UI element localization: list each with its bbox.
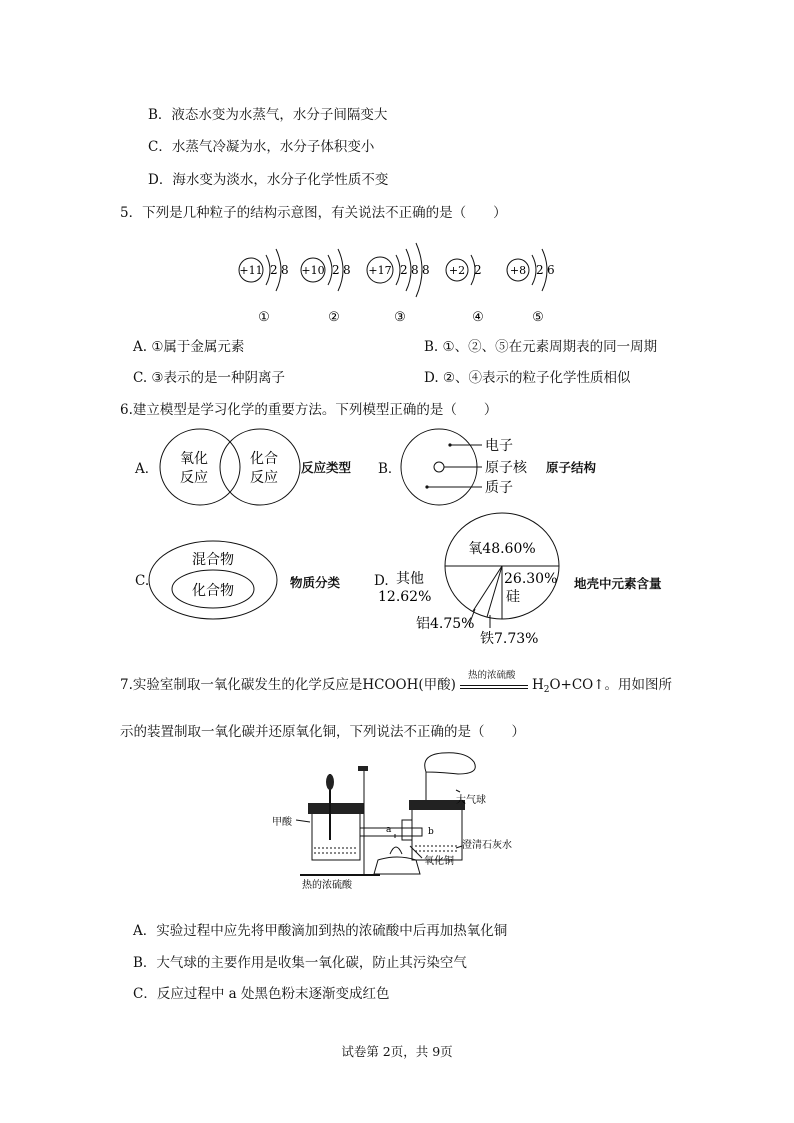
q5-option-c: C. ③表示的是一种阴离子 <box>133 370 286 386</box>
q6-a-venn-diagram <box>158 425 303 510</box>
q4-option-c: C．水蒸气冷凝为水，水分子体积变小 <box>148 139 375 155</box>
particle-2-nucleus: +10 <box>301 264 325 277</box>
particle-3-shell-3: 8 <box>422 263 430 277</box>
particle-5-shell-2: 6 <box>547 263 555 277</box>
particle-2-shell-1: 2 <box>332 263 340 277</box>
q7-h: H <box>531 677 544 693</box>
q6-a-caption: 反应类型 <box>301 460 352 475</box>
q6-b-atom-diagram <box>398 425 543 510</box>
q5-option-b: B. ①、②、⑤在元素周期表的同一周期 <box>424 339 658 355</box>
q6-stem: 6.建立模型是学习化学的重要方法。下列模型正确的是（ ） <box>120 402 498 418</box>
q6-d-caption: 地壳中元素含量 <box>574 576 662 591</box>
q6-d-letter: D. <box>374 573 389 589</box>
q6-b-letter: B． <box>378 461 402 477</box>
q7-label-b: b <box>428 827 434 837</box>
q7-label-copper-oxide: 氧化铜 <box>424 856 454 867</box>
q7-condition-text: 热的浓硫酸 <box>467 670 516 681</box>
q6-b-electron: 电子 <box>485 438 513 454</box>
q7-subscript-2: 2 <box>543 685 550 695</box>
particle-1 <box>239 249 289 325</box>
particle-5-nucleus: +8 <box>509 264 527 277</box>
q6-b-proton: 质子 <box>485 480 513 496</box>
q6-c-outer-label: 混合物 <box>192 552 234 568</box>
particle-3-label: ③ <box>394 310 406 325</box>
q7-condition-line <box>460 685 528 686</box>
q6-c-caption: 物质分类 <box>290 575 341 590</box>
particle-4-label: ④ <box>472 310 484 325</box>
q7-apparatus-diagram <box>270 750 560 895</box>
q6-a-letter: A． <box>135 461 159 477</box>
q5-particle-diagrams <box>220 228 600 328</box>
page-footer: 试卷第 2页，共 9页 <box>341 1044 453 1059</box>
q4-option-d: D．海水变为淡水，水分子化学性质不变 <box>148 172 389 188</box>
q7-condition-line-2 <box>460 688 528 689</box>
particle-2 <box>301 249 351 325</box>
q6-d-other-label: 其他 <box>396 571 424 587</box>
q7-label-balloon: 大气球 <box>456 795 486 806</box>
q5-option-d: D. ②、④表示的粒子化学性质相似 <box>424 370 631 386</box>
q5-stem: 5．下列是几种粒子的结构示意图，有关说法不正确的是（ ） <box>120 205 507 221</box>
particle-3-shell-2: 8 <box>411 263 419 277</box>
q6-c-classification-diagram <box>147 537 282 622</box>
particle-4-nucleus: +2 <box>448 264 466 277</box>
q6-a-right-line1: 化合 <box>250 451 278 467</box>
particle-3-shell-1: 2 <box>400 263 408 277</box>
q6-d-other-value: 12.62% <box>378 589 432 605</box>
q6-d-iron: 铁7.73% <box>480 631 539 647</box>
q7-stem-line2: 示的装置制取一氧化碳并还原氧化铜，下列说法不正确的是（ ） <box>120 724 525 740</box>
particle-5-label: ⑤ <box>532 310 544 325</box>
q7-option-b: B．大气球的主要作用是收集一氧化碳，防止其污染空气 <box>133 955 467 971</box>
particle-1-nucleus: +11 <box>239 264 263 277</box>
q7-option-a: A．实验过程中应先将甲酸滴加到热的浓硫酸中后再加热氧化铜 <box>133 923 508 939</box>
particle-4 <box>446 255 484 325</box>
q6-b-caption: 原子结构 <box>546 460 597 475</box>
particle-1-label: ① <box>258 310 270 325</box>
q6-d-pie-diagram <box>372 503 572 653</box>
particle-1-shell-1: 2 <box>270 263 278 277</box>
q7-stem-post: O+CO↑。用如图所 <box>549 677 673 693</box>
q7-label-a: a <box>386 825 392 835</box>
q7-arrow-condition <box>456 670 532 694</box>
q6-d-silicon-value: 26.30% <box>504 571 558 587</box>
q6-d-silicon-label: 硅 <box>506 589 520 605</box>
q7-label-acid: 甲酸 <box>272 817 292 828</box>
particle-3 <box>367 243 430 325</box>
q7-stem-line1 <box>120 670 673 699</box>
particle-2-shell-2: 8 <box>343 263 351 277</box>
q6-d-oxygen: 氧48.60% <box>468 541 536 557</box>
particle-1-shell-2: 8 <box>281 263 289 277</box>
q6-a-left-line1: 氧化 <box>180 451 208 467</box>
q6-c-letter: C. <box>135 573 150 589</box>
q6-a-right-line2: 反应 <box>250 470 278 486</box>
q7-label-hot-acid: 热的浓硫酸 <box>302 880 352 891</box>
particle-4-shell-1: 2 <box>474 263 482 277</box>
q7-stem-pre: 7.实验室制取一氧化碳发生的化学反应是HCOOH(甲酸) <box>120 677 456 693</box>
q5-option-a: A. ①属于金属元素 <box>133 339 245 355</box>
q4-option-b: B．液态水变为水蒸气，水分子间隔变大 <box>148 107 388 123</box>
particle-5-shell-1: 2 <box>536 263 544 277</box>
q6-a-left-line2: 反应 <box>180 470 208 486</box>
q6-d-aluminum: 铝4.75% <box>416 616 475 632</box>
particle-5 <box>507 249 555 325</box>
q7-label-limewater: 澄清石灰水 <box>462 840 512 851</box>
q6-c-inner-label: 化合物 <box>192 583 234 599</box>
q6-b-nucleus: 原子核 <box>485 460 527 476</box>
particle-2-label: ② <box>328 310 340 325</box>
particle-3-nucleus: +17 <box>368 264 392 277</box>
q7-option-c: C．反应过程中 a 处黑色粉末逐渐变成红色 <box>133 986 390 1002</box>
